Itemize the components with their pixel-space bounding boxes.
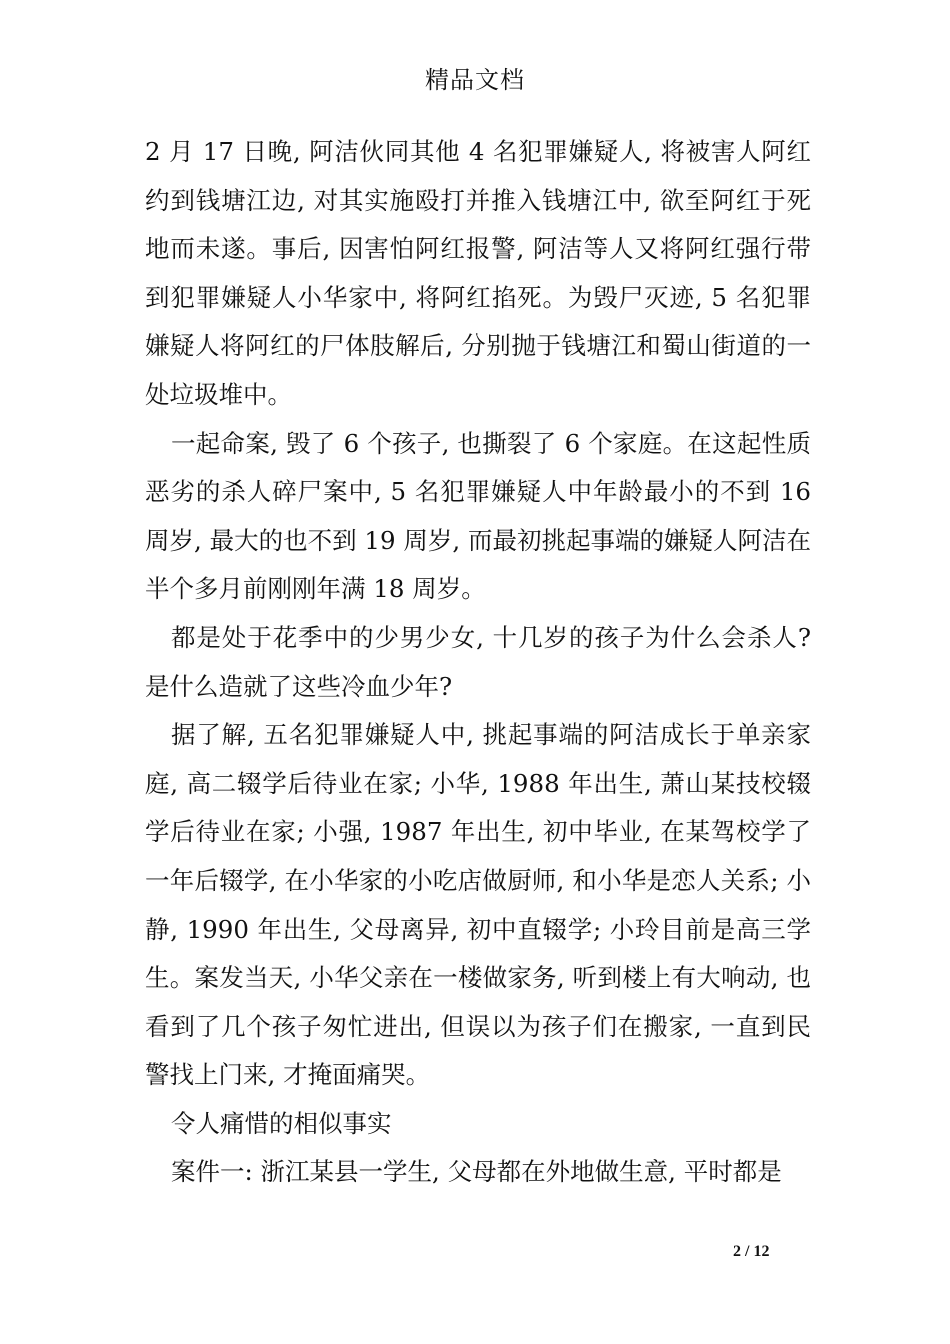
paragraph-2: 一起命案, 毁了 6 个孩子, 也撕裂了 6 个家庭。在这起性质恶劣的杀人碎尸案中, 5 名犯罪嫌疑人中年龄最小的不到 16 周岁, 最大的也不到 19 周岁, 而最初挑起事端的嫌疑人阿洁在半个多月前刚刚年满 18 周岁。 xyxy=(145,428,811,604)
document-body xyxy=(145,128,811,1197)
paragraph-1: 2 月 17 日晚, 阿洁伙同其他 4 名犯罪嫌疑人, 将被害人阿红约到钱塘江边, 对其实施殴打并推入钱塘江中, 欲至阿红于死地而未遂。事后, 因害怕阿红报警, 阿洁等人又将阿红强行带到犯罪嫌疑人小华家中, 将阿红掐死。为毁尸灭迹, 5 名犯罪嫌疑人将阿红的尸体肢解后, 分别抛于钱塘江和蜀山街道的一处垃圾堆中。 xyxy=(145,137,811,409)
document-header: 精品文档 xyxy=(425,66,525,94)
section-heading: 令人痛惜的相似事实 xyxy=(171,1108,392,1138)
paragraph-3: 都是处于花季中的少男少女, 十几岁的孩子为什么会杀人? 是什么造就了这些冷血少年? xyxy=(145,622,811,701)
page-number: 2 / 12 xyxy=(733,1243,770,1260)
paragraph-5: 案件一: 浙江某县一学生, 父母都在外地做生意, 平时都是 xyxy=(171,1157,782,1187)
paragraph-4: 据了解, 五名犯罪嫌疑人中, 挑起事端的阿洁成长于单亲家庭, 高二辍学后待业在家; 小华, 1988 年出生, 萧山某技校辍学后待业在家; 小强, 1987 年出生, 初中毕业, 在某驾校学了一年后辍学, 在小华家的小吃店做厨师, 和小华是恋人关系; 小静, 1990 年出生, 父母离异, 初中直辍学; 小玲目前是高三学生。案发当天, 小华父亲在一楼做家务, 听到楼上有大响动, 也看到了几个孩子匆忙进出, 但误以为孩子们在搬家, 一直到民警找上门来, 才掩面痛哭。 xyxy=(145,720,811,1090)
